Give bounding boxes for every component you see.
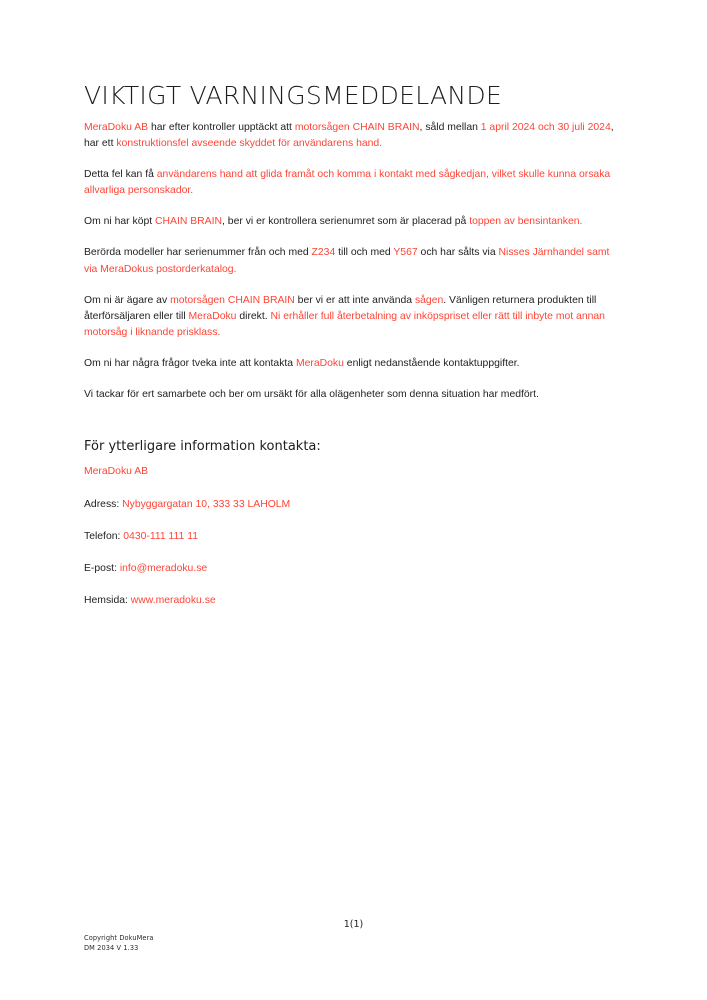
contact-row-email [84, 561, 624, 577]
contact-label-address: Adress: [84, 499, 123, 511]
text-run: MeraDoku [295, 357, 344, 369]
text-run: Berörda modeller har serienummer från och med [84, 247, 312, 259]
text-run: motorsågen CHAIN BRAIN [170, 294, 295, 306]
contact-row-address [84, 497, 624, 513]
paragraph-apology [84, 387, 624, 403]
text-run: MeraDoku [188, 310, 237, 322]
contact-value-phone: 0430-111 111 11 [123, 531, 199, 543]
text-run: sågen [414, 294, 444, 306]
contact-section-heading: För ytterligare information kontakta: [84, 439, 321, 455]
text-run: och har sålts via [417, 247, 499, 259]
text-run: har efter kontroller upptäckt att [148, 122, 295, 133]
text-run: MeraDoku AB [84, 122, 149, 133]
paragraph-defect-description [84, 167, 624, 199]
paragraph-serial-check [84, 214, 624, 230]
text-run: direkt. [236, 310, 271, 322]
footer-copyright: Copyright DokuMera [84, 934, 154, 942]
text-run: CHAIN BRAIN [155, 216, 223, 228]
text-run: Om ni är ägare av [84, 294, 171, 306]
text-run: , har ett [84, 122, 614, 150]
contact-company-name: MeraDoku AB [84, 466, 149, 478]
text-run: Vi tackar för ert samarbete och ber om ursäkt för alla olägenheter som denna situation har medfört. [84, 389, 539, 401]
text-run: Detta fel kan få [84, 169, 157, 181]
paragraph-return-instructions [84, 293, 624, 341]
contact-value-address: Nybyggargatan 10, 333 33 LAHOLM [122, 499, 291, 511]
text-run: motorsågen CHAIN BRAIN [294, 122, 420, 133]
paragraph-affected-models [84, 245, 624, 277]
text-run: , ber vi er kontrollera serienumret som är placerad på [222, 216, 470, 228]
text-run: till och med [335, 247, 394, 259]
contact-value-website[interactable]: www.meradoku.se [130, 595, 216, 607]
text-run: Z234 [311, 247, 336, 259]
contact-label-phone: Telefon: [84, 531, 124, 543]
text-run: Ni erhåller full återbetalning av inköpspriset eller rätt till inbyte mot annan motorsåg i liknande prisklass. [84, 310, 605, 338]
text-run: Nisses Järnhandel samt via MeraDokus postorderkatalog. [84, 247, 610, 275]
text-run: Om ni har några frågor tveka inte att kontakta [84, 357, 296, 369]
paragraph-questions [84, 356, 624, 372]
text-run: 1 april 2024 och 30 juli 2024 [480, 122, 611, 133]
paragraph-warning-intro [84, 120, 624, 152]
footer-document-id: DM 2034 V 1.33 [84, 943, 139, 952]
text-run: konstruktionsfel avseende skyddet för användarens hand. [116, 138, 383, 150]
contact-label-email: E-post: [84, 563, 120, 575]
contact-value-email[interactable]: info@meradoku.se [119, 563, 208, 575]
contact-label-website: Hemsida: [84, 595, 131, 607]
text-run: ber vi er att inte använda [294, 294, 415, 306]
text-run: Y567 [393, 247, 418, 259]
footer [84, 934, 154, 953]
text-run: enligt nedanstående kontaktuppgifter. [343, 357, 520, 369]
contact-row-website [84, 593, 624, 609]
text-run: Om ni har köpt [84, 216, 156, 228]
contact-row-phone [84, 529, 624, 545]
page-title: VIKTIGT VARNINGSMEDDELANDE [84, 81, 503, 110]
text-run: . Vänligen returnera produkten till återförsäljaren eller till [84, 294, 597, 322]
page-number: 1(1) [343, 919, 364, 930]
text-run: toppen av bensintanken. [469, 216, 583, 228]
text-run: användarens hand att glida framåt och komma i kontakt med sågkedjan, vilket skulle kunna orsaka allvarliga personskador. [84, 169, 611, 197]
document-body [84, 82, 624, 625]
text-run: , såld mellan [419, 122, 481, 133]
